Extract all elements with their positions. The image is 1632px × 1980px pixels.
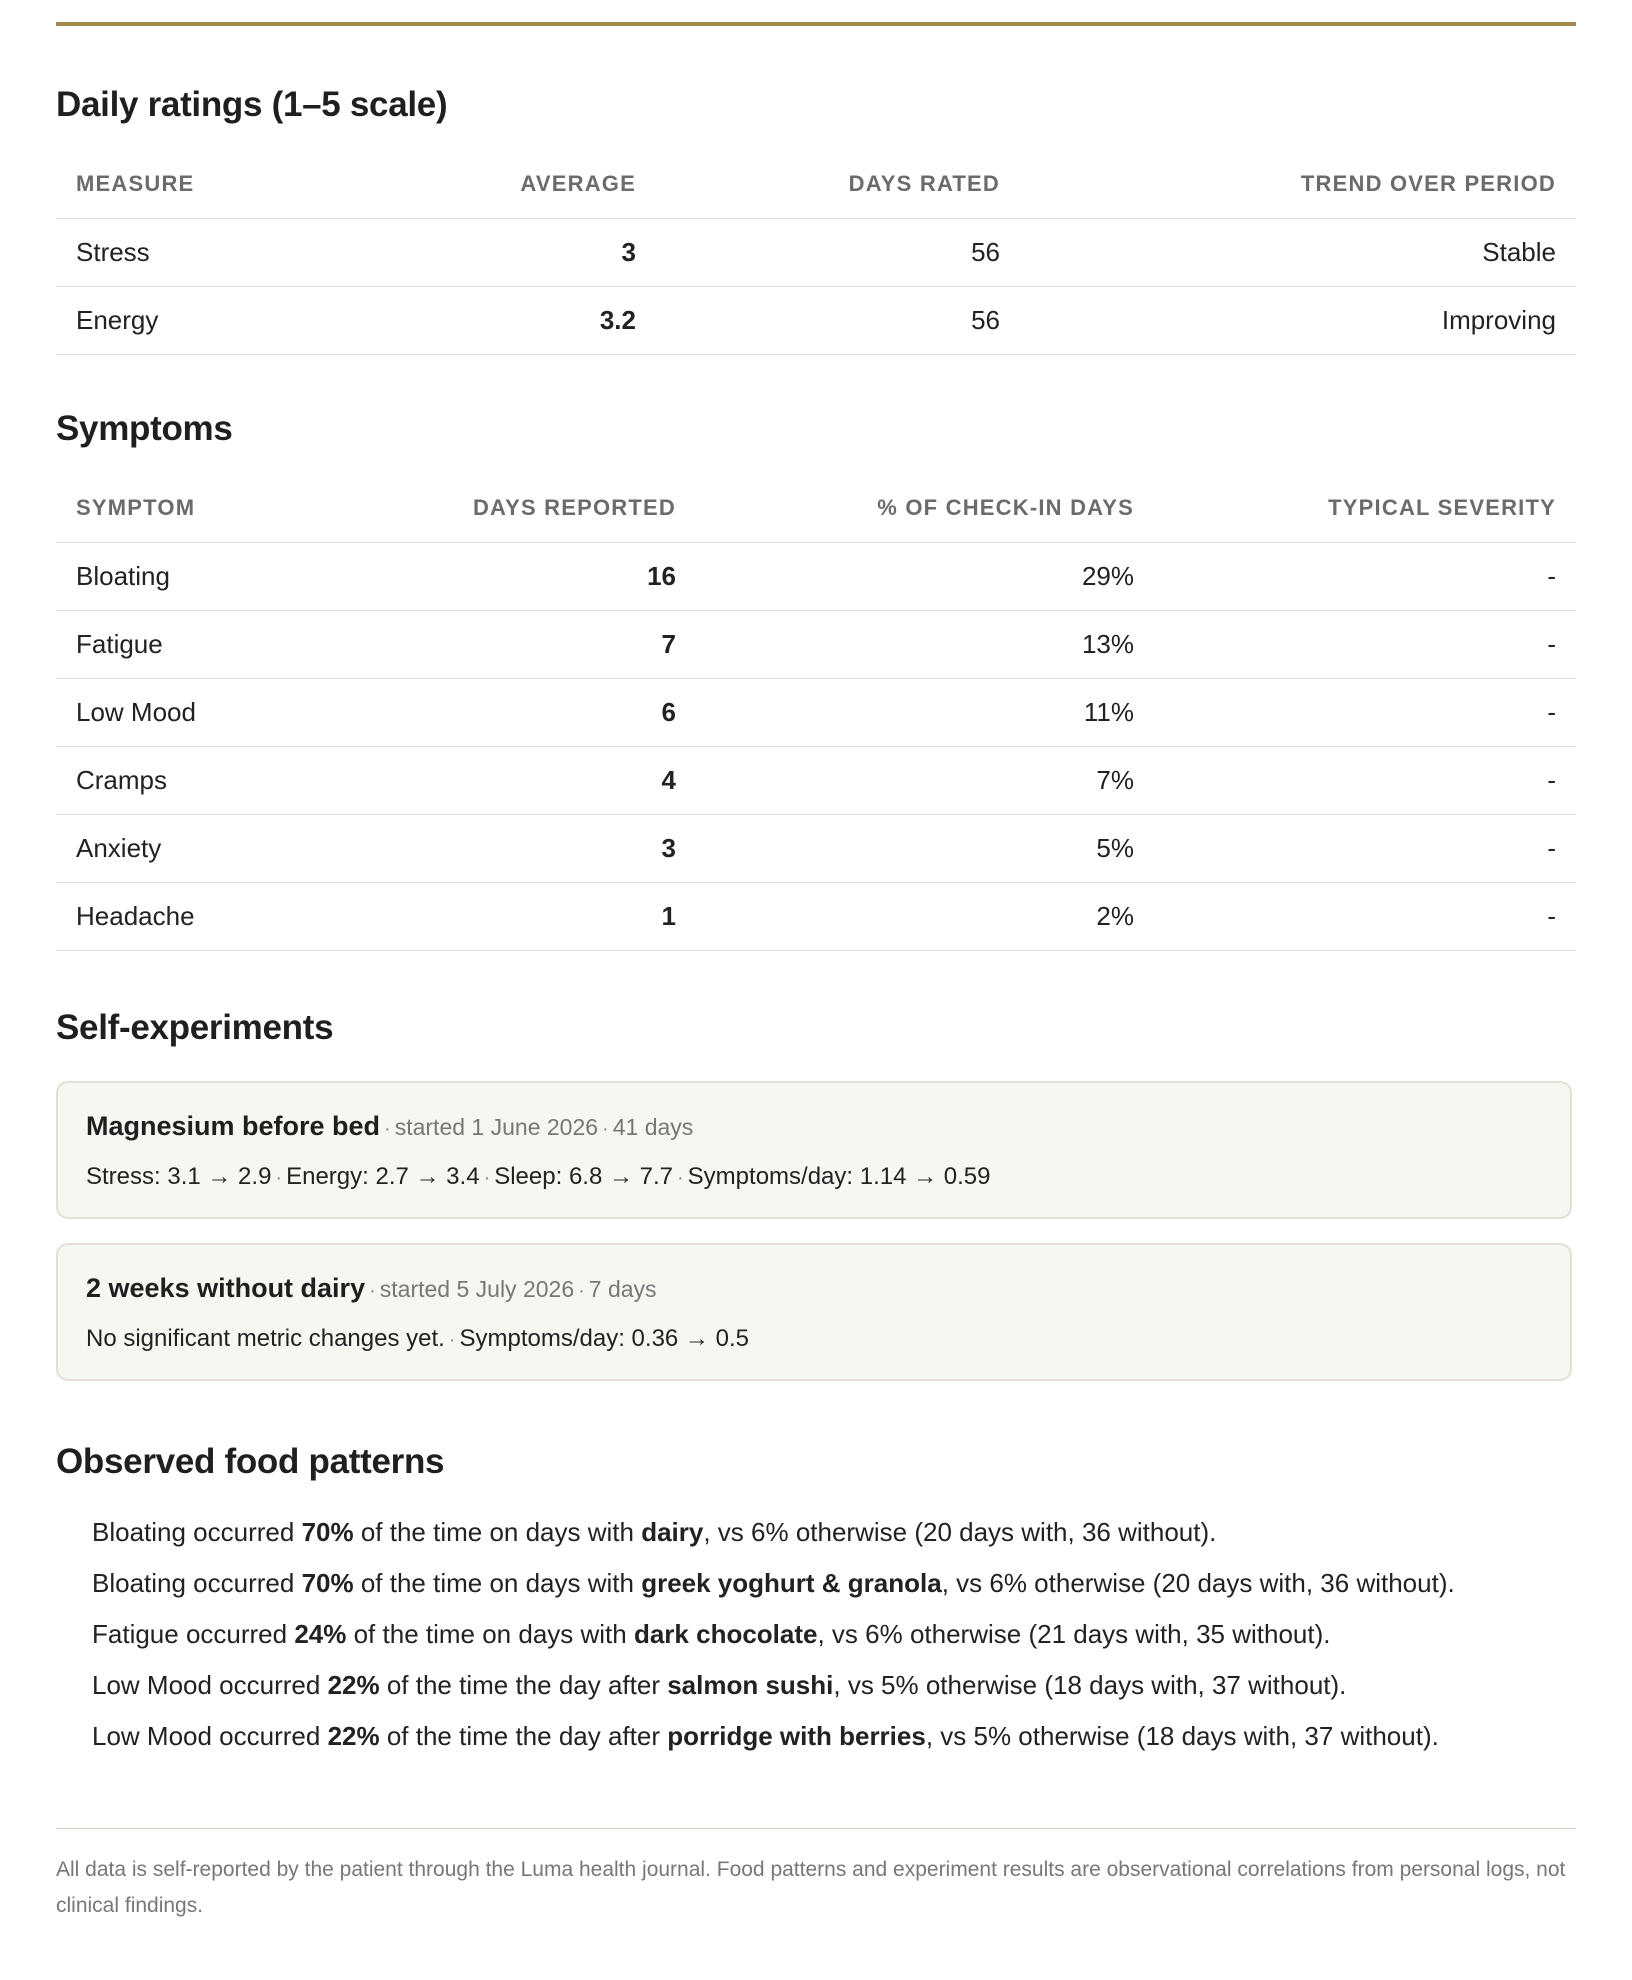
table-row bbox=[56, 679, 1576, 747]
symptom-name: Low Mood bbox=[56, 679, 356, 747]
symptom-name: Anxiety bbox=[56, 815, 356, 883]
experiment-card bbox=[56, 1243, 1572, 1381]
measure-average: 3.2 bbox=[356, 287, 656, 355]
footnote: All data is self-reported by the patient through the Luma health journal. Food patterns and experiment results are observational correlations from personal logs, not clinical findings. bbox=[56, 1858, 1566, 1917]
header-days-rated: DAYS RATED bbox=[656, 150, 1020, 219]
result-symptoms-per-day: Symptoms/day: 0.36 → 0.5 bbox=[459, 1325, 749, 1352]
symptom-percent: 5% bbox=[696, 815, 1154, 883]
symptom-name: Fatigue bbox=[56, 611, 356, 679]
pattern-percent: 22% bbox=[327, 1721, 380, 1751]
experiment-results: No significant metric changes yet. · Symptoms/day: 0.36 → 0.5 bbox=[86, 1325, 749, 1352]
experiment-card bbox=[56, 1081, 1572, 1219]
symptom-severity: - bbox=[1154, 815, 1576, 883]
measure-days-rated: 56 bbox=[656, 219, 1020, 287]
result-sleep: Sleep: 6.8 → 7.7 bbox=[494, 1163, 673, 1190]
header-measure: MEASURE bbox=[56, 150, 356, 219]
symptom-days: 4 bbox=[356, 747, 696, 815]
experiment-name: Magnesium before bed bbox=[86, 1111, 381, 1141]
symptoms-table bbox=[56, 474, 1576, 951]
list-item: Low Mood occurred 22% of the time the day after salmon sushi, vs 5% otherwise (18 days with, 37 without). bbox=[92, 1670, 1347, 1700]
result-symptoms-per-day: Symptoms/day: 1.14 → 0.59 bbox=[687, 1163, 991, 1190]
ratings-title: Daily ratings (1–5 scale) bbox=[56, 85, 448, 124]
symptom-days: 7 bbox=[356, 611, 696, 679]
header-symptom: SYMPTOM bbox=[56, 474, 356, 543]
table-row bbox=[56, 611, 1576, 679]
header-typical-severity: TYPICAL SEVERITY bbox=[1154, 474, 1576, 543]
footer-divider bbox=[56, 1828, 1576, 1829]
table-row bbox=[56, 815, 1576, 883]
symptom-name: Headache bbox=[56, 883, 356, 951]
pattern-food: salmon sushi bbox=[667, 1670, 834, 1700]
measure-trend: Stable bbox=[1020, 219, 1576, 287]
measure-days-rated: 56 bbox=[656, 287, 1020, 355]
header-percent-check-in: % OF CHECK-IN DAYS bbox=[696, 474, 1154, 543]
symptom-days: 1 bbox=[356, 883, 696, 951]
measure-trend: Improving bbox=[1020, 287, 1576, 355]
experiment-header: 2 weeks without dairy · started 5 July 2026 · 7 days bbox=[86, 1273, 657, 1303]
pattern-food: greek yoghurt & granola bbox=[641, 1568, 942, 1598]
measure-name: Stress bbox=[56, 219, 356, 287]
symptom-days: 6 bbox=[356, 679, 696, 747]
experiment-results: Stress: 3.1 → 2.9 · Energy: 2.7 → 3.4 · Sleep: 6.8 → 7.7 · Symptoms/day: 1.14 → 0.59 bbox=[86, 1163, 991, 1190]
symptom-severity: - bbox=[1154, 679, 1576, 747]
experiment-start: started 1 June 2026 bbox=[394, 1114, 599, 1140]
result-note: No significant metric changes yet. bbox=[86, 1325, 445, 1352]
pattern-percent: 22% bbox=[327, 1670, 380, 1700]
header-days-reported: DAYS REPORTED bbox=[356, 474, 696, 543]
experiment-start: started 5 July 2026 bbox=[379, 1276, 575, 1302]
pattern-percent: 70% bbox=[301, 1568, 354, 1598]
table-row bbox=[56, 747, 1576, 815]
header-trend: TREND OVER PERIOD bbox=[1020, 150, 1576, 219]
pattern-percent: 24% bbox=[294, 1619, 347, 1649]
experiments-title: Self-experiments bbox=[56, 1008, 334, 1047]
symptom-severity: - bbox=[1154, 747, 1576, 815]
pattern-food: porridge with berries bbox=[667, 1721, 926, 1751]
experiment-header: Magnesium before bed · started 1 June 2026 · 41 days bbox=[86, 1111, 694, 1141]
symptom-percent: 13% bbox=[696, 611, 1154, 679]
measure-name: Energy bbox=[56, 287, 356, 355]
symptoms-title: Symptoms bbox=[56, 409, 233, 448]
list-item: Bloating occurred 70% of the time on days with greek yoghurt & granola, vs 6% otherwise (20 days with, 36 without). bbox=[92, 1568, 1455, 1598]
table-row bbox=[56, 219, 1576, 287]
experiment-duration: 7 days bbox=[588, 1276, 657, 1302]
symptom-severity: - bbox=[1154, 543, 1576, 611]
symptom-percent: 7% bbox=[696, 747, 1154, 815]
header-average: AVERAGE bbox=[356, 150, 656, 219]
symptom-days: 16 bbox=[356, 543, 696, 611]
symptom-days: 3 bbox=[356, 815, 696, 883]
symptom-severity: - bbox=[1154, 611, 1576, 679]
table-row bbox=[56, 287, 1576, 355]
experiment-name: 2 weeks without dairy bbox=[86, 1273, 366, 1303]
measure-average: 3 bbox=[356, 219, 656, 287]
pattern-food: dairy bbox=[641, 1517, 704, 1547]
ratings-header-row bbox=[56, 150, 1576, 219]
symptom-severity: - bbox=[1154, 883, 1576, 951]
list-item: Fatigue occurred 24% of the time on days with dark chocolate, vs 6% otherwise (21 days with, 35 without). bbox=[92, 1619, 1331, 1649]
symptom-percent: 2% bbox=[696, 883, 1154, 951]
symptoms-header-row bbox=[56, 474, 1576, 543]
symptom-name: Bloating bbox=[56, 543, 356, 611]
result-energy: Energy: 2.7 → 3.4 bbox=[286, 1163, 480, 1190]
pattern-food: dark chocolate bbox=[633, 1619, 818, 1649]
ratings-table bbox=[56, 150, 1576, 355]
list-item: Low Mood occurred 22% of the time the day after porridge with berries, vs 5% otherwise (18 days with, 37 without). bbox=[92, 1721, 1439, 1751]
symptom-percent: 11% bbox=[696, 679, 1154, 747]
food-patterns-title: Observed food patterns bbox=[56, 1442, 445, 1481]
experiment-duration: 41 days bbox=[612, 1114, 694, 1140]
table-row bbox=[56, 543, 1576, 611]
result-stress: Stress: 3.1 → 2.9 bbox=[86, 1163, 272, 1190]
top-accent-rule bbox=[56, 22, 1576, 26]
table-row bbox=[56, 883, 1576, 951]
symptom-percent: 29% bbox=[696, 543, 1154, 611]
list-item: Bloating occurred 70% of the time on days with dairy, vs 6% otherwise (20 days with, 36 without). bbox=[92, 1517, 1217, 1547]
pattern-percent: 70% bbox=[301, 1517, 354, 1547]
symptom-name: Cramps bbox=[56, 747, 356, 815]
food-patterns-list bbox=[92, 1515, 1455, 1770]
